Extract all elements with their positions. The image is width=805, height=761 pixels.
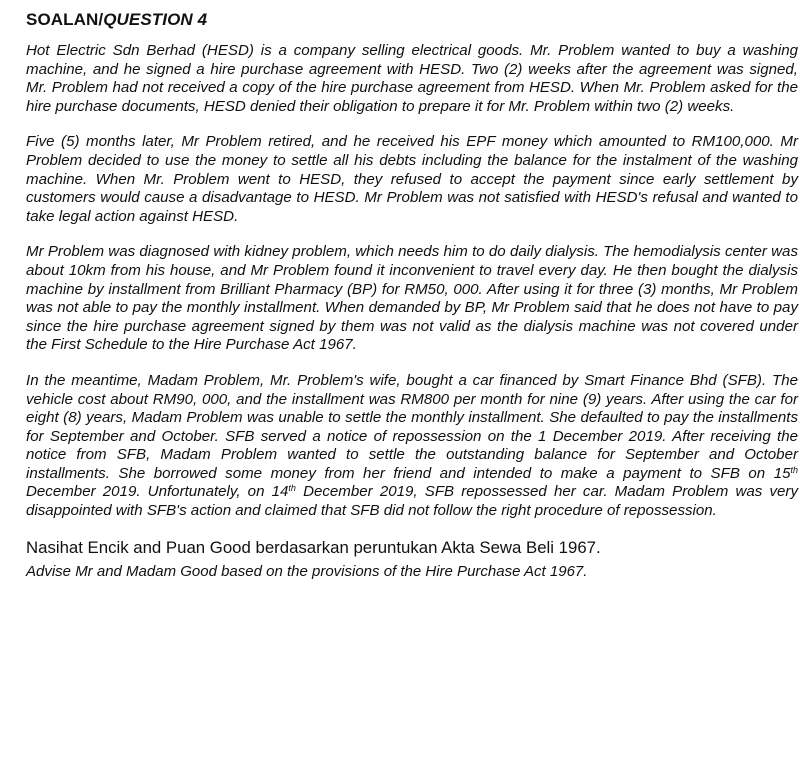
paragraph-segment: December 2019. Unfortunately, on 14 (26, 483, 289, 501)
ordinal-suffix: th (790, 464, 798, 475)
question-heading (26, 10, 798, 30)
heading-english: QUESTION 4 (103, 10, 208, 29)
ordinal-suffix: th (288, 483, 296, 494)
paragraph-segment: In the meantime, Madam Problem, Mr. Problem's wife, bought a car financed by Smart Finance Bhd (SFB). The vehicle cost about RM90, 000, and the installment was RM800 per month for nine (9) years. After using the car for eight (8) years, Madam Problem was unable to settle the monthly installment. She defaulted to pay the installments for September and October. SFB served a notice of repossession on the 1 December 2019. After receiving the notice from SFB, Madam Problem wanted to settle the outstanding balance for September and October installments. She borrowed some money from her friend and intended to make a payment to SFB on 15 (26, 371, 798, 482)
instruction-malay: Nasihat Encik and Puan Good berdasarkan peruntukan Akta Sewa Beli 1967. (26, 537, 601, 557)
paragraph-text: Mr Problem was diagnosed with kidney problem, which needs him to do daily dialysis. The hemodialysis center was about 10km from his house, and Mr Problem found it inconvenient to travel every day. He then bought the dialysis machine by installment from Brilliant Pharmacy (BP) for RM50, 000. After using it for three (3) months, Mr Problem was not able to pay the monthly installment. When demanded by BP, Mr Problem said that he does not have to pay since the hire purchase agreement signed by them was not valid as the dialysis machine was not covered under the First Schedule to the Hire Purchase Act 1967. (26, 243, 798, 354)
paragraph-washing-machine (26, 42, 798, 116)
paragraph-segment: December 2019, SFB repossessed her car. Madam Problem was very disappointed with SFB's action and claimed that SFB did not follow the right procedure of repossession. (26, 483, 798, 520)
paragraph-car-repossession (26, 372, 798, 521)
question-document (26, 10, 798, 580)
paragraph-early-settlement (26, 133, 798, 226)
instruction-english: Advise Mr and Madam Good based on the provisions of the Hire Purchase Act 1967. (26, 562, 588, 580)
paragraph-text: Hot Electric Sdn Berhad (HESD) is a company selling electrical goods. Mr. Problem wanted to buy a washing machine, and he signed a hire purchase agreement with HESD. Two (2) weeks after the agreement was signed, Mr. Problem had not received a copy of the hire purchase agreement from HESD. When Mr. Problem asked for the hire purchase documents, HESD denied their obligation to prepare it for Mr. Problem within two (2) weeks. (26, 42, 798, 115)
paragraph-text (26, 372, 798, 521)
heading-malay: SOALAN/ (26, 10, 104, 29)
paragraph-dialysis-machine (26, 243, 798, 355)
paragraph-text: Five (5) months later, Mr Problem retired, and he received his EPF money which amounted to RM100,000. Mr Problem decided to use the money to settle all his debts including the balance for the instalment of the washing machine. When Mr. Problem went to HESD, they refused to accept the payment since early settlement by customers would cause a disadvantage to HESD. Mr Problem was not satisfied with HESD's refusal and wanted to take legal action against HESD. (26, 133, 798, 225)
